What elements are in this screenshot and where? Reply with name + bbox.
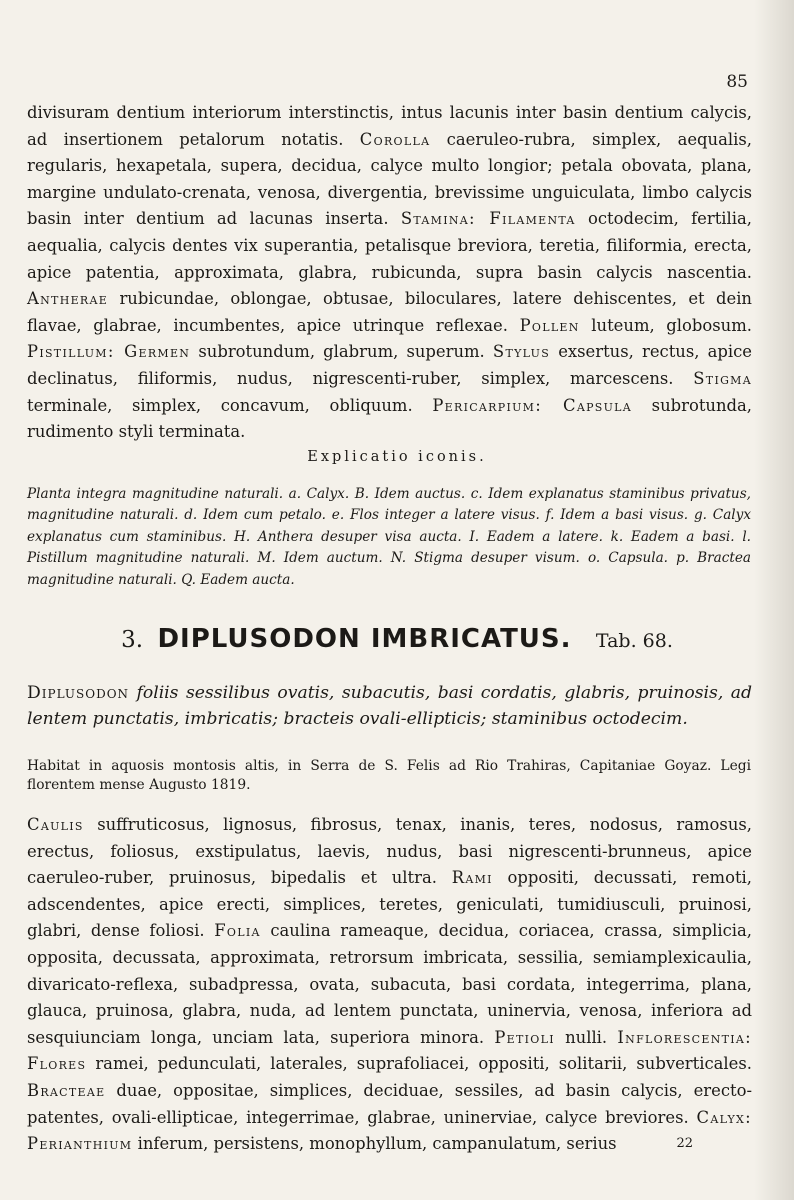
text-run: caeruleo-rubra, simplex, aequalis, regularis, hexapetala, supera, decidua, calyce multo longior; petala obovata, plana, margine undulato-crenata, venosa, divergentia, brevissime unguiculata, limbo calycis basin inter dentium ad lacunas inserta. [27, 129, 752, 229]
section-term: Calyx: Perianthium [27, 1107, 752, 1154]
text-run: terminale, simplex, concavum, obliquum. [27, 395, 433, 415]
section-term: Pollen [519, 315, 580, 335]
text-run: ramei, pedunculati, laterales, suprafoliacei, oppositi, solitarii, subverticales. [86, 1054, 752, 1074]
section-term: Stylus [492, 342, 551, 362]
explicatio-text: Planta integra magnitudine naturali. a. Calyx. B. Idem auctus. c. Idem explanatus staminibus privatus, magnitudine naturali. d. Idem cum petalo. e. Flos integer a latere visus. f. Idem a basi visus. g. Calyx explanatus cum staminibus. H. Anthera desuper visa aucta. I. Eadem a latere. k. Eadem a basi. l. Pistillum magnitudine naturali. M. Idem auctum. N. Stigma desuper visum. o. Capsula. p. Bractea magnitudine naturali. Q. Eadem aucta. [27, 486, 751, 588]
text-run: exsertus, rectus, apice declinatus, filiformis, nudus, nigrescenti-ruber, simplex, marcescens. [27, 342, 753, 388]
section-term: Petioli [494, 1027, 555, 1047]
explicatio-heading: Explicatio iconis. [307, 449, 487, 465]
section-term: Caulis [27, 815, 84, 834]
text-run: luteum, globosum. [579, 315, 752, 335]
plate-reference: Tab. 68. [595, 630, 673, 652]
signature-mark: 22 [676, 1136, 693, 1151]
page-edge-shadow [754, 0, 794, 1200]
species-number: 3. [121, 627, 144, 653]
text-run: duae, oppositae, simplices, deciduae, sessiles, ad basin calycis, erecto-patentes, ovali-ellipticae, integerrimae, glabrae, uninerviae, calyce breviores. [27, 1080, 752, 1127]
section-term: Corolla [359, 129, 431, 149]
section-term: Inflorescentia: Flores [27, 1027, 752, 1074]
description-continued-paragraph [27, 100, 752, 446]
species-name: DIPLUSODON IMBRICATUS. [157, 624, 572, 654]
section-term: Bracteae [27, 1080, 106, 1100]
species-description-paragraph [27, 812, 752, 1158]
diagnosis-text: foliis sessilibus ovatis, subacutis, basi cordatis, glabris, pruinosis, ad lentem punctatis, imbricatis; bracteis ovali-ellipticis; staminibus octodecim. [27, 683, 752, 730]
section-term: Pistillum: Germen [27, 342, 191, 362]
text-run: inferum, persistens, monophyllum, campanulatum, serius [132, 1134, 617, 1154]
habitat-note: Habitat in aquosis montosis altis, in Serra de S. Felis ad Rio Trahiras, Capitaniae Goyaz. Legi florentem mense Augusto 1819. [27, 758, 751, 793]
section-term: Pericarpium: Capsula [432, 395, 633, 415]
section-term: Folia [214, 921, 261, 941]
section-term: Stigma [693, 368, 752, 388]
diagnosis-genus: Diplusodon [27, 683, 130, 703]
section-term: Antherae [27, 289, 109, 309]
species-title [0, 624, 794, 654]
section-term: Rami [451, 868, 493, 888]
text-run: oppositi, decussati, remoti, adscendentes, apice erecti, simplices, teretes, geniculati, tumidiusculi, pruinosi, glabri, dense foliosi. [27, 868, 753, 941]
text-run: suffruticosus, lignosus, fibrosus, tenax, inanis, teres, nodosus, ramosus, erectus, foliosus, exstipulatus, laevis, nudus, basi nigrescenti-brunneus, apice caeruleo-ruber, pruinosus, bipedalis et ultra. [27, 815, 752, 888]
page-number: 85 [726, 72, 748, 92]
text-run: subrotunda, rudimento styli terminata. [27, 395, 752, 442]
text-run: octodecim, fertilia, aequalia, calycis dentes vix superantia, petalisque breviora, teretia, filiformia, erecta, apice patentia, approximata, glabra, rubicunda, supra basin calycis nascentia. [27, 209, 753, 282]
species-diagnosis [27, 680, 752, 733]
text-run: rubicundae, oblongae, obtusae, biloculares, latere dehiscentes, et dein flavae, glabrae, incumbentes, apice utrinque reflexae. [27, 289, 752, 335]
text-run: caulina rameaque, decidua, coriacea, crassa, simplicia, opposita, decussata, approximata, retrorsum imbricata, sessilia, semiamplexicaulia, divaricato-reflexa, subadpressa, ovata, subacuta, basi cordata, integerrima, plana, glauca, pruinosa, glabra, nuda, ad lentem punctata, uninervia, venosa, inferiora ad sesquiunciam longa, unciam lata, superiora minora. [27, 921, 752, 1047]
text-run: nulli. [554, 1027, 618, 1047]
text-run: divisuram dentium interiorum interstinctis, intus lacunis inter basin dentium calycis, ad insertionem petalorum notatis. [27, 103, 752, 149]
text-run: subrotundum, glabrum, superum. [190, 342, 493, 362]
section-term: Stamina: Filamenta [400, 209, 576, 229]
